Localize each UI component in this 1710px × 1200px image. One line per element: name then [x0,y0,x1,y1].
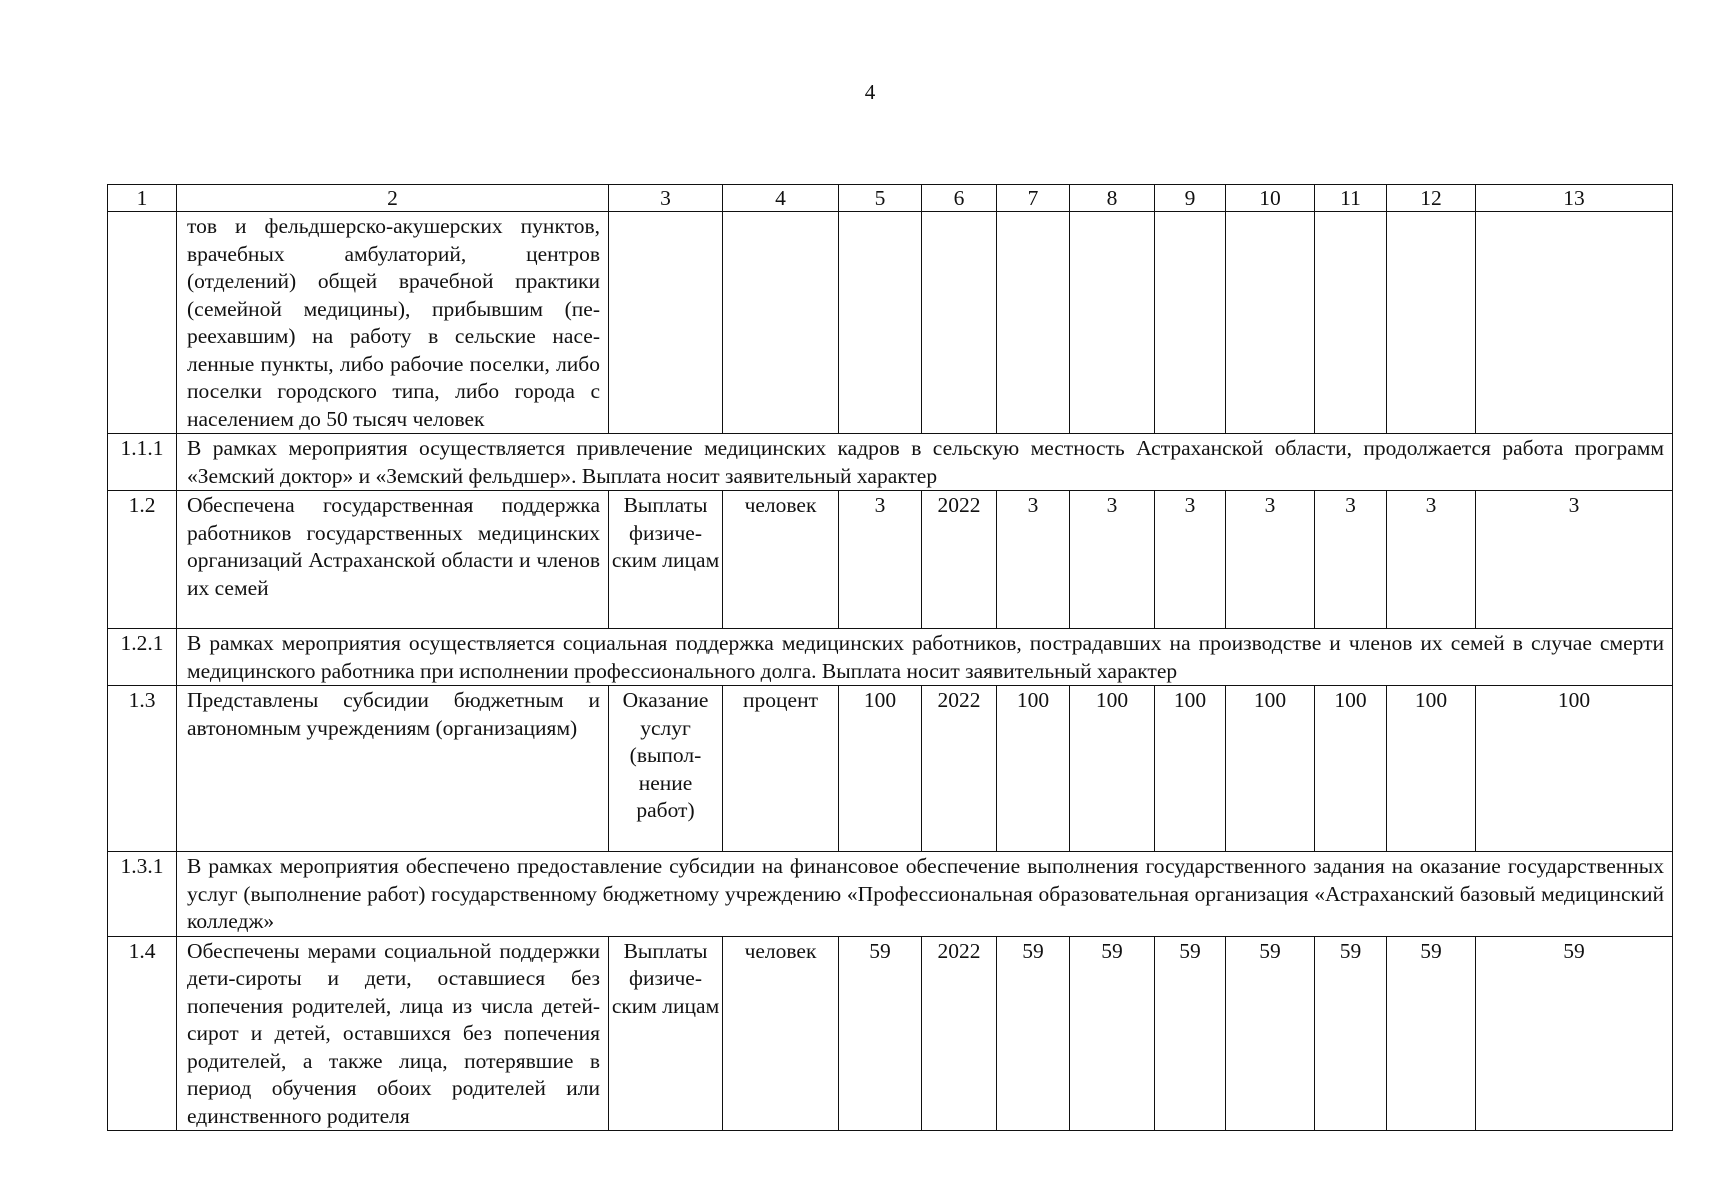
row-number: 1.4 [108,936,177,1131]
note-text: В рамках мероприятия осуществляется привлечение медицинских кадров в сельскую местность Астраханской области, продолжается работа программ «Земский доктор» и «Земский фельдшер». Выплата носит заявительный характер [177,434,1673,491]
row-number: 1.2 [108,491,177,629]
unit-of-measure: человек [723,936,839,1131]
value-cell: 2022 [922,686,997,852]
value-cell: 59 [1476,936,1673,1131]
column-number: 10 [1226,185,1315,212]
column-number: 8 [1070,185,1155,212]
page-number: 4 [864,80,876,104]
value-cell: 59 [1226,936,1315,1131]
table-row [108,936,1673,1131]
value-cell: 59 [839,936,922,1131]
value-cell [1315,212,1387,434]
table-row [108,212,1673,434]
row-number: 1.3 [108,686,177,852]
value-cell: 59 [1070,936,1155,1131]
column-number: 7 [997,185,1070,212]
value-cell [1070,212,1155,434]
result-name: Обеспечены мерами социальной поддержки дети-сироты и дети, оставшиеся без попечения родителей, лица из числа детей-сирот и детей, оставшихся без попечения родителей, а также лица, потерявшие в период обучения обоих родителей или единственного родителя [177,936,609,1131]
column-number: 11 [1315,185,1387,212]
value-cell: 100 [1226,686,1315,852]
result-name: Обеспечена государственная поддержка работников государственных медицинских организаций Астраханской области и членов их семей [177,491,609,629]
result-type: Оказание услуг (выполнение работ) [609,686,723,852]
value-cell: 100 [839,686,922,852]
value-cell: 59 [997,936,1070,1131]
value-cell: 2022 [922,936,997,1131]
row-number: 1.3.1 [108,852,177,937]
value-cell: 3 [997,491,1070,629]
value-cell: 3 [1070,491,1155,629]
value-cell: 3 [1315,491,1387,629]
value-cell: 2022 [922,491,997,629]
value-cell [1476,212,1673,434]
value-cell [1226,212,1315,434]
note-row [108,629,1673,686]
note-row [108,852,1673,937]
value-cell: 59 [1387,936,1476,1131]
value-cell: 100 [1387,686,1476,852]
value-cell [839,212,922,434]
value-cell [922,212,997,434]
note-text: В рамках мероприятия обеспечено предоставление субсидии на финансовое обеспечение выполнения государственного задания на оказание государственных услуг (выполнение работ) государственному бюджетному учреждению «Профессиональная образовательная организация «Астраханский базовый медицинский колледж» [177,852,1673,937]
unit-of-measure [723,212,839,434]
value-cell: 59 [1315,936,1387,1131]
column-number: 13 [1476,185,1673,212]
value-cell: 3 [1226,491,1315,629]
unit-of-measure: человек [723,491,839,629]
result-type: Выплаты физическим лицам [609,491,723,629]
result-type [609,212,723,434]
result-type: Выплаты физическим лицам [609,936,723,1131]
value-cell [1387,212,1476,434]
value-cell: 100 [1476,686,1673,852]
value-cell: 3 [1387,491,1476,629]
unit-of-measure: процент [723,686,839,852]
note-text: В рамках мероприятия осуществляется социальная поддержка медицинских работников, пострадавших на производстве и членов их семей в случае смерти медицинского работника при исполнении профессионального долга. Выплата носит заявительный характер [177,629,1673,686]
column-number: 3 [609,185,723,212]
value-cell: 59 [1155,936,1226,1131]
indicators-table [107,184,1673,1131]
row-number: 1.2.1 [108,629,177,686]
table-row [108,491,1673,629]
value-cell: 100 [1070,686,1155,852]
result-name: Представлены субсидии бюджетным и автономным учреждениям (организациям) [177,686,609,852]
note-row [108,434,1673,491]
value-cell: 100 [1155,686,1226,852]
row-number [108,212,177,434]
column-number-row [108,185,1673,212]
column-number: 5 [839,185,922,212]
table-row [108,686,1673,852]
column-number: 4 [723,185,839,212]
column-number: 1 [108,185,177,212]
column-number: 9 [1155,185,1226,212]
column-number: 6 [922,185,997,212]
value-cell [997,212,1070,434]
value-cell: 3 [839,491,922,629]
value-cell [1155,212,1226,434]
value-cell: 3 [1476,491,1673,629]
value-cell: 100 [1315,686,1387,852]
column-number: 2 [177,185,609,212]
row-number: 1.1.1 [108,434,177,491]
value-cell: 3 [1155,491,1226,629]
column-number: 12 [1387,185,1476,212]
result-name: тов и фельдшерско-акушерских пунктов, врачебных амбулаторий, центров (отделений) общей врачебной практики (семейной медицины), прибывшим (переехавшим) на работу в сельские населенные пункты, либо рабочие поселки, либо поселки городского типа, либо города с населением до 50 тысяч человек [177,212,609,434]
value-cell: 100 [997,686,1070,852]
